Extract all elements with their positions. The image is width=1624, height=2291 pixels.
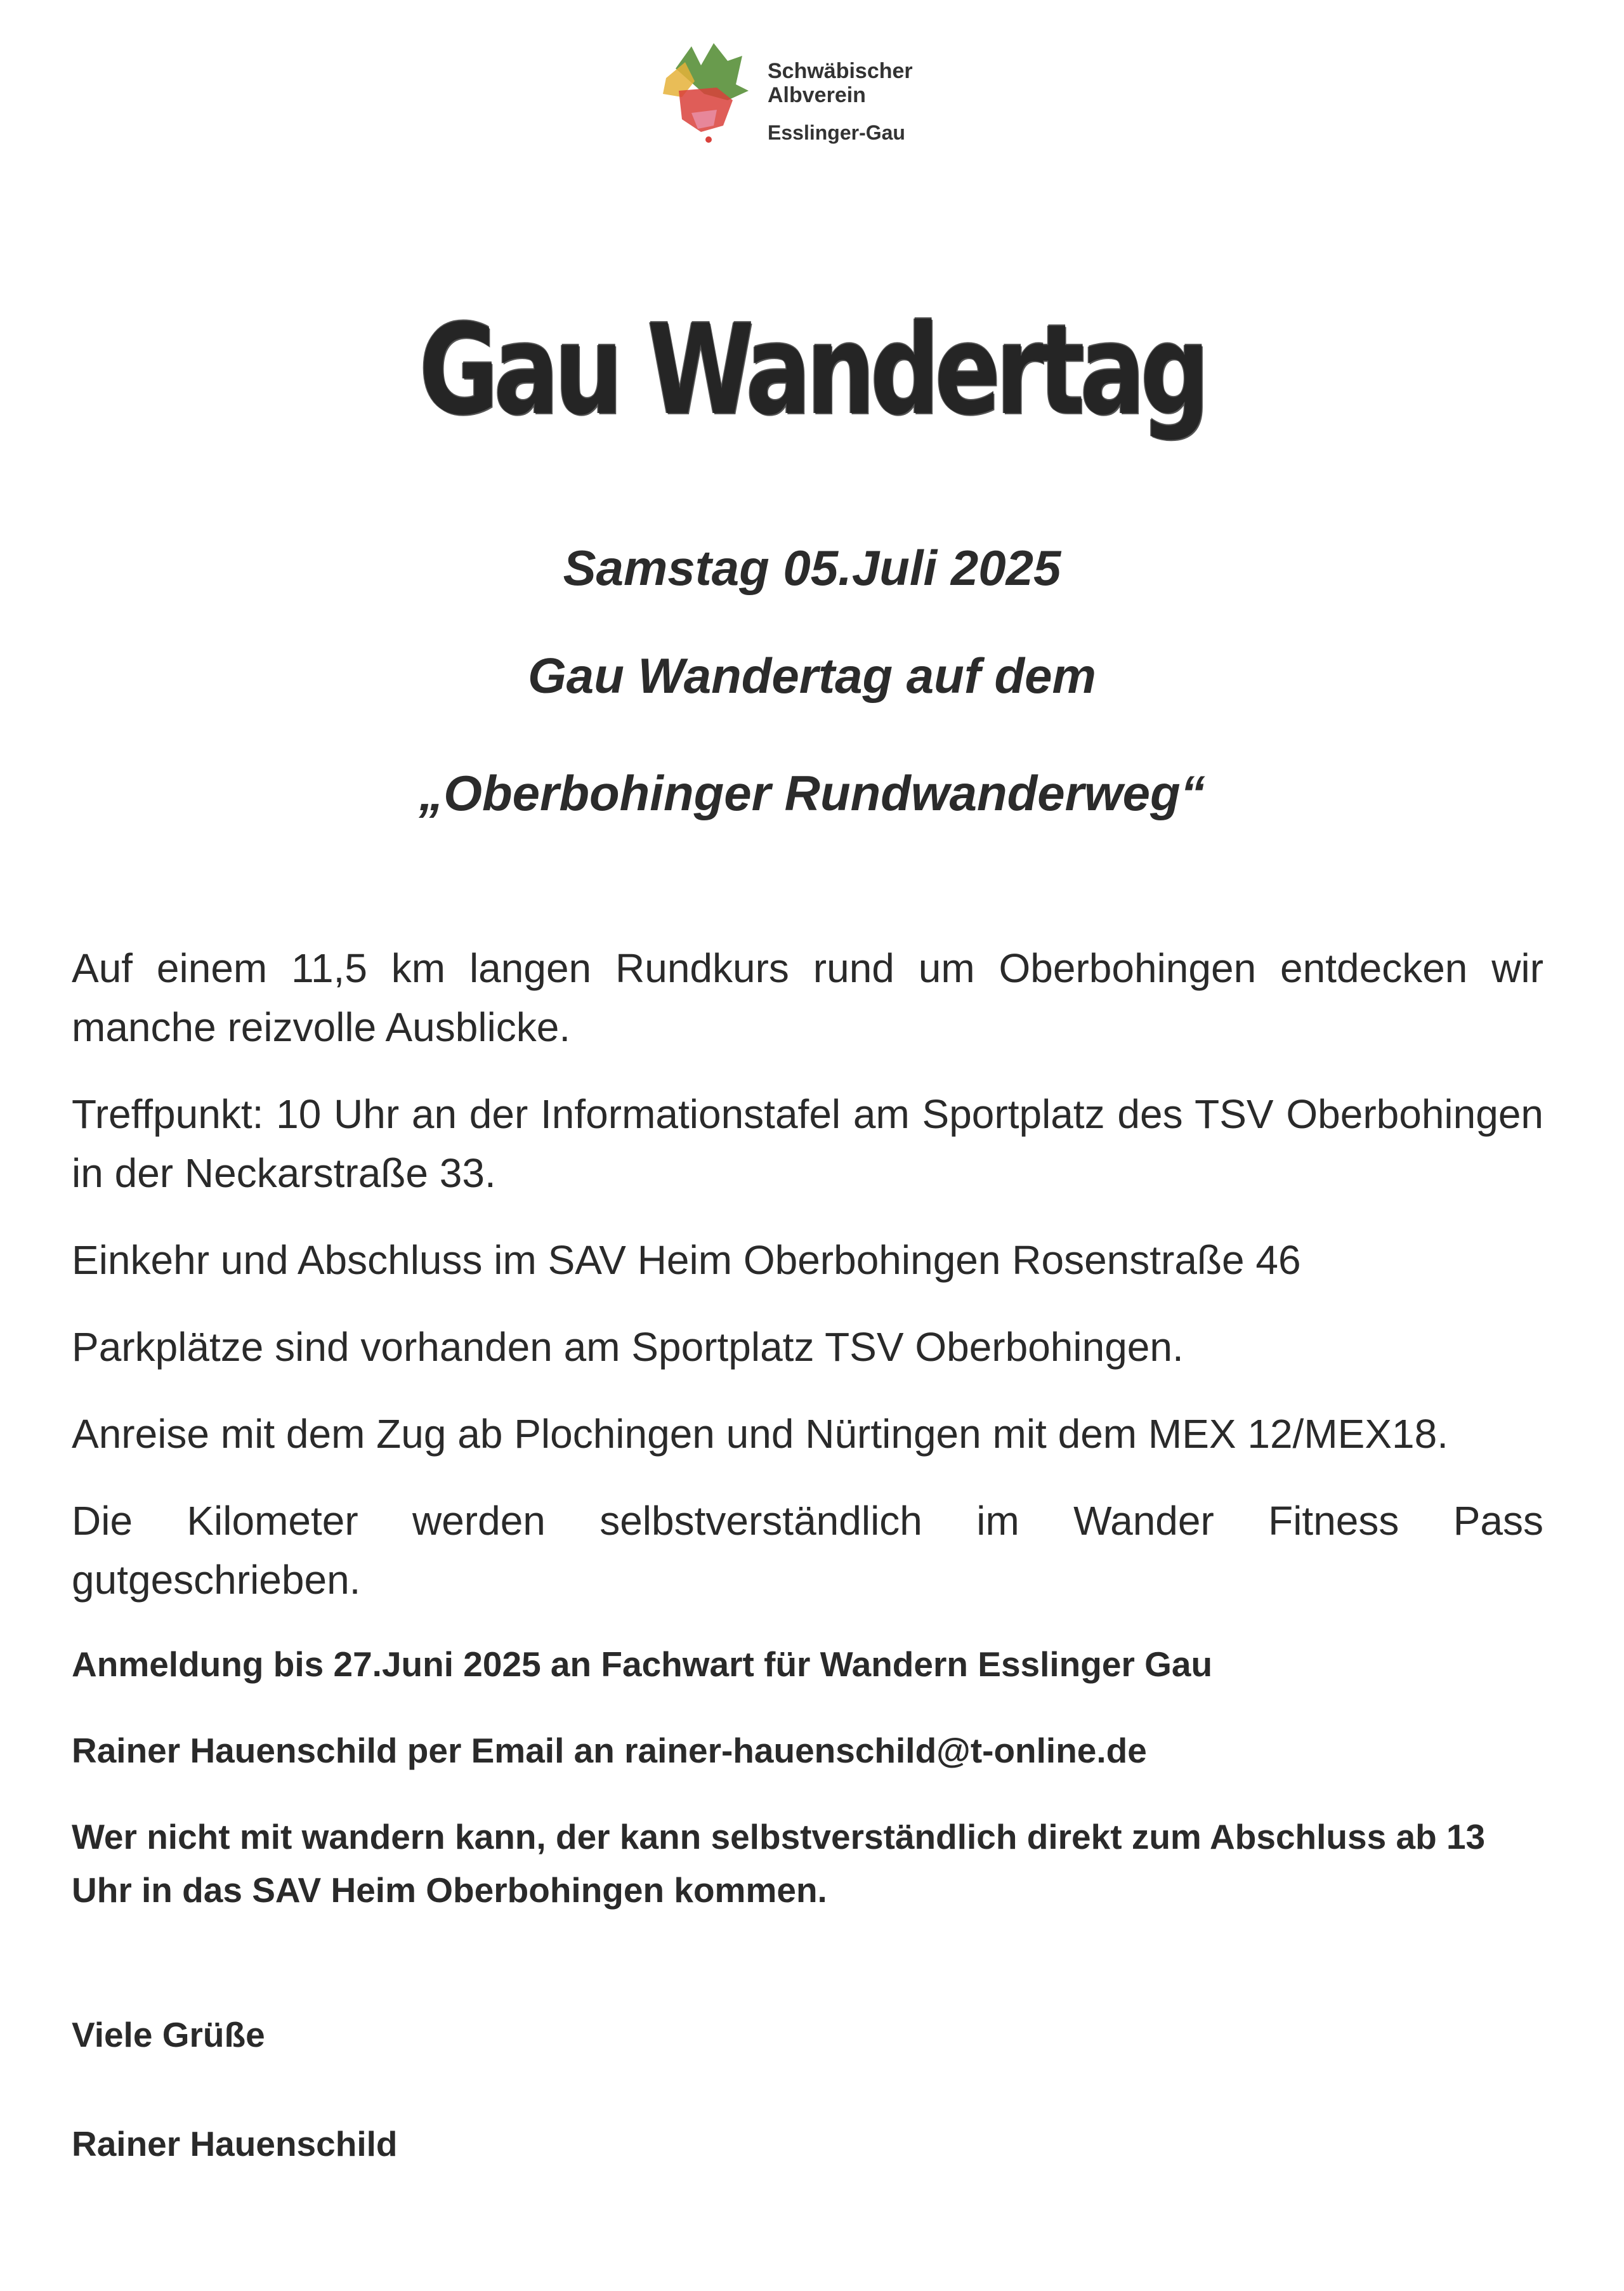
event-date: Samstag 05.Juli 2025 [563, 540, 1061, 596]
registration-deadline: Anmeldung bis 27.Juni 2025 an Fachwart für Wandern Esslinger Gau [72, 1644, 1213, 1684]
logo-text [768, 59, 913, 145]
albverein-logo [657, 30, 936, 170]
late-arrival-note: Wer nicht mit wandern kann, der kann selbstverständlich direkt zum Abschluss ab 13 Uhr in das SAV Heim Oberbohingen kommen. [72, 1817, 1486, 1910]
logo-line-3: Esslinger-Gau [768, 121, 905, 144]
paragraph-fitness-pass: Die Kilometer werden selbstverständlich im Wander Fitness Pass gutgeschrieben. [72, 1498, 1543, 1603]
logo-line-1: Schwäbischer [768, 59, 913, 83]
event-route-name: „Oberbohinger Rundwanderweg“ [419, 765, 1205, 821]
document-body [72, 939, 1543, 2203]
signature-name: Rainer Hauenschild [72, 2124, 398, 2163]
paragraph-parking: Parkplätze sind vorhanden am Sportplatz TSV Oberbohingen. [72, 1324, 1184, 1370]
albverein-logo-mark [657, 30, 752, 145]
paragraph-route: Auf einem 11,5 km langen Rundkurs rund um Oberbohingen entdecken wir manche reizvolle Ausblicke. [72, 945, 1543, 1050]
event-subtitle: Gau Wandertag auf dem [528, 648, 1096, 704]
paragraph-closing-venue: Einkehr und Abschluss im SAV Heim Oberbohingen Rosenstraße 46 [72, 1237, 1301, 1283]
page-title: Gau Wandertag [419, 298, 1205, 443]
paragraph-train: Anreise mit dem Zug ab Plochingen und Nürtingen mit dem MEX 12/MEX18. [72, 1411, 1448, 1457]
logo-line-2: Albverein [768, 83, 866, 107]
registration-contact: Rainer Hauenschild per Email an rainer-hauenschild@t-online.de [72, 1731, 1147, 1770]
greeting: Viele Grüße [72, 2015, 265, 2054]
paragraph-meeting-point: Treffpunkt: 10 Uhr an der Informationstafel am Sportplatz des TSV Oberbohingen in der Neckarstraße 33. [72, 1091, 1543, 1196]
